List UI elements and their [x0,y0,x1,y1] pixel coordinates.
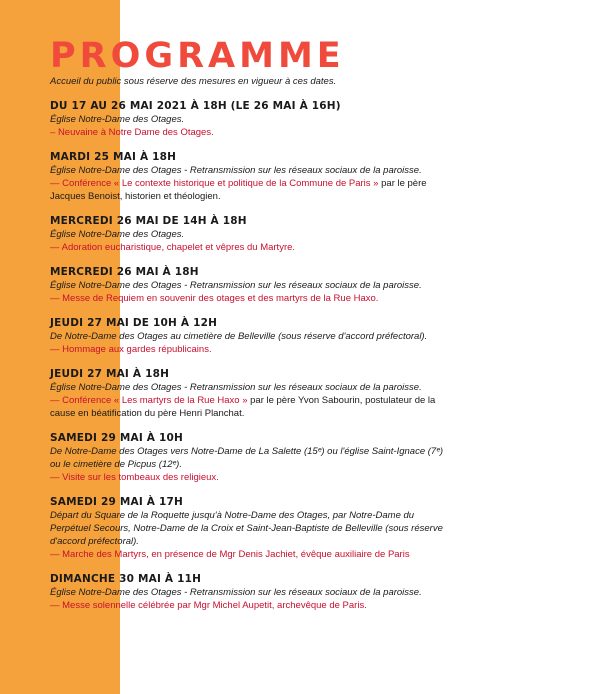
event-title: Messe de Requiem en souvenir des otages et des martyrs de la Rue Haxo. [62,293,379,304]
event-date: JEUDI 27 MAI DE 10H À 12H [50,317,218,329]
event-item [50,150,450,203]
event-date: MERCREDI 26 MAI DE 14H À 18H [50,215,247,227]
event-item [50,316,450,356]
event-item [50,99,450,139]
event-description [50,548,450,561]
programme-content [50,38,450,612]
event-place: De Notre-Dame des Otages au cimetière de Belleville (sous réserve d'accord préfectoral). [50,331,428,342]
event-item [50,572,450,612]
event-place: Église Notre-Dame des Otages. [50,229,185,240]
event-description [50,126,450,139]
event-place: Église Notre-Dame des Otages - Retransmission sur les réseaux sociaux de la paroisse. [50,280,422,291]
event-date: SAMEDI 29 MAI À 17H [50,496,183,508]
event-description [50,471,450,484]
page-subtitle: Accueil du public sous réserve des mesures en vigueur à ces dates. [50,76,337,87]
event-date: MARDI 25 MAI À 18H [50,151,177,163]
event-item [50,265,450,305]
event-item [50,214,450,254]
event-title: Messe solennelle célébrée par Mgr Michel Aupetit, archevêque de Paris. [62,600,367,611]
event-dash: — [50,600,60,611]
event-description [50,394,450,420]
event-date: MERCREDI 26 MAI À 18H [50,266,199,278]
event-date: SAMEDI 29 MAI À 10H [50,432,183,444]
event-title: Visite sur les tombeaux des religieux. [62,472,219,483]
event-description [50,241,450,254]
event-item [50,495,450,561]
event-speaker: par le père Jacques Benoist, historien et théologien. [50,178,427,202]
event-title: Neuvaine à Notre Dame des Otages. [57,127,214,138]
event-title: Hommage aux gardes républicains. [62,344,212,355]
event-speaker: par le père Yvon Sabourin, postulateur de la cause en béatification du père Henri Planchat. [50,395,436,419]
event-dash: – [50,127,56,138]
event-place: Église Notre-Dame des Otages - Retransmission sur les réseaux sociaux de la paroisse. [50,587,422,598]
event-description [50,343,450,356]
event-dash: — [50,242,60,253]
event-title: Conférence « Les martyrs de la Rue Haxo » [62,395,248,406]
event-title: Adoration eucharistique, chapelet et vêpres du Martyre. [61,242,296,253]
page-title: PROGRAMME [50,36,345,76]
event-item [50,367,450,420]
event-place: De Notre-Dame des Otages vers Notre-Dame de La Salette (15ᵉ) ou l'église Saint-Ignace (7ᵉ) ou le cimetière de Picpus (12ᵉ). [50,446,444,470]
event-title: Marche des Martyrs, en présence de Mgr Denis Jachiet, évêque auxiliaire de Paris [62,549,410,560]
event-item [50,431,450,484]
event-dash: — [50,293,60,304]
event-place: Départ du Square de la Roquette jusqu'à Notre-Dame des Otages, par Notre-Dame du Perpétuel Secours, Notre-Dame de la Croix et Saint-Jean-Baptiste de Belleville (sous réserve d'accord préfectoral). [50,510,443,547]
event-description [50,292,450,305]
event-date: JEUDI 27 MAI À 18H [50,368,170,380]
event-place: Église Notre-Dame des Otages. [50,114,185,125]
event-dash: — [50,344,60,355]
event-title: Conférence « Le contexte historique et politique de la Commune de Paris » [62,178,379,189]
event-place: Église Notre-Dame des Otages - Retransmission sur les réseaux sociaux de la paroisse. [50,382,422,393]
event-description [50,599,450,612]
event-dash: — [50,395,60,406]
event-description [50,177,450,203]
event-dash: — [50,178,60,189]
event-date: DU 17 AU 26 MAI 2021 À 18H (LE 26 MAI À 16H) [50,100,341,112]
event-date: DIMANCHE 30 MAI À 11H [50,573,202,585]
events-list [50,99,450,612]
event-place: Église Notre-Dame des Otages - Retransmission sur les réseaux sociaux de la paroisse. [50,165,422,176]
event-dash: — [50,472,60,483]
event-dash: — [50,549,60,560]
